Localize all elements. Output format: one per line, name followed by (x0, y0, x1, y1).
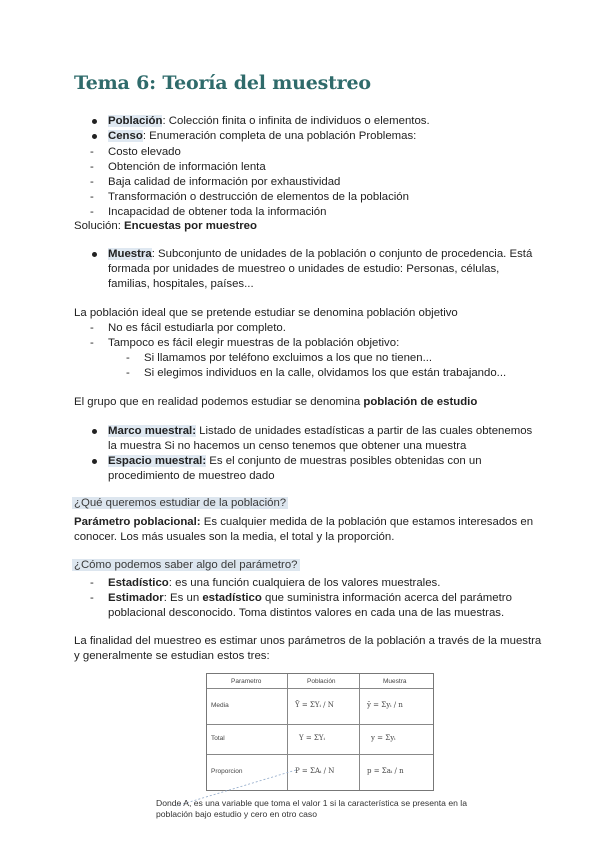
table-header: Parametro (231, 678, 262, 685)
objetivo-subitem: - Si elegimos individuos en la calle, olvidamos los que están trabajando... (144, 366, 506, 381)
estadistico-text: : es una función cualquiera de los valores muestrales. (168, 577, 441, 589)
objetivo-item: - No es fácil estudiarla por completo. (108, 321, 286, 336)
solucion-bold: Encuestas por muestreo (124, 220, 257, 232)
espacio-line: procedimiento de muestreo dado (108, 470, 275, 482)
poblacion-estudio-bold: población de estudio (363, 396, 478, 408)
table-row-label: Proporcion (211, 768, 243, 775)
finalidad-line: y generalmente se estudian estos tres: (74, 650, 270, 662)
table-header: Población (307, 678, 336, 685)
marco-line: la muestra Si no hacemos un censo tenemos que obtener una muestra (108, 440, 467, 452)
table-cell-formula: Ȳ = ΣYᵢ / N (295, 701, 334, 709)
objetivo-subitem: - Si llamamos por teléfono excluimos a los que no tienen... (144, 351, 432, 366)
question-1-text: ¿Qué queremos estudiar de la población? (74, 497, 287, 509)
censo-text: : Enumeración completa de una población Problemas: (142, 130, 417, 142)
espacio-term: Espacio muestral: (108, 455, 207, 467)
table-cell-formula: P = ΣAᵢ / N (295, 767, 335, 775)
solucion-label: Solución: (74, 220, 125, 232)
table-cell-formula: y = Σyᵢ (371, 734, 396, 742)
parametro-text: Es cualquier medida de la población que estamos interesados en (200, 516, 534, 528)
parametro-term: Parámetro poblacional: (74, 516, 201, 528)
problema-item: - Costo elevado (108, 145, 181, 160)
estimador-mid: : Es un (163, 592, 203, 604)
finalidad-line: La finalidad del muestreo es estimar unos parámetros de la población a través de la muestra (74, 635, 542, 647)
problema-item: - Obtención de información lenta (108, 160, 266, 175)
parametro-line: conocer. Los más usuales son la media, el total y la proporción. (74, 531, 395, 543)
estimador-term: Estimador (108, 592, 164, 604)
caption-line: Donde A, es una variable que toma el valor 1 si la característica se presenta en la (156, 798, 467, 808)
marco-term: Marco muestral: (108, 425, 196, 437)
marco-text: Listado de unidades estadísticas a partir de las cuales obtenemos (196, 425, 533, 437)
problema-item: - Incapacidad de obtener toda la información (108, 205, 326, 220)
estimador-bold: estadístico (202, 592, 262, 604)
table-cell-formula: p = Σaᵢ / n (367, 767, 404, 775)
poblacion-term: Población (108, 115, 163, 127)
muestra-line: familias, hospitales, países... (108, 278, 254, 290)
table-cell-formula: ȳ = Σyᵢ / n (367, 701, 403, 709)
muestra-term: Muestra (108, 248, 152, 260)
table-caption (156, 798, 467, 820)
estimador-text: que suministra información acerca del parámetro (261, 592, 512, 604)
table-cell-formula: Y = ΣYᵢ (299, 734, 325, 742)
caption-line: población bajo estudio y cero en otro caso (156, 809, 317, 819)
muestra-text: : Subconjunto de unidades de la población o conjunto de procedencia. Está (151, 248, 533, 260)
objetivo-item: - Tampoco es fácil elegir muestras de la población objetivo: (108, 336, 399, 351)
poblacion-text: : Colección finita o infinita de individuos o elementos. (162, 115, 430, 127)
poblacion-estudio-text: El grupo que en realidad podemos estudiar se denomina (74, 396, 364, 408)
espacio-text: Es el conjunto de muestras posibles obtenidas con un (206, 455, 482, 467)
poblacion-objetivo-intro: La población ideal que se pretende estudiar se denomina población objetivo (74, 307, 458, 319)
muestra-line: formada por unidades de muestreo o unidades de estudio: Personas, células, (108, 263, 500, 275)
page-title: Tema 6: Teoría del muestreo (74, 72, 371, 94)
censo-term: Censo (108, 130, 143, 142)
estadistico-term: Estadístico (108, 577, 169, 589)
question-2-text: ¿Cómo podemos saber algo del parámetro? (74, 559, 298, 571)
table-header: Muestra (383, 678, 407, 685)
estimador-line: poblacional desconocido. Toma distintos valores en cada una de las muestras. (108, 607, 505, 619)
table-row-label: Media (211, 702, 229, 709)
table-row-label: Total (211, 735, 225, 742)
problema-item: - Baja calidad de información por exhaustividad (108, 175, 340, 190)
problema-item: - Transformación o destrucción de elementos de la población (108, 190, 409, 205)
